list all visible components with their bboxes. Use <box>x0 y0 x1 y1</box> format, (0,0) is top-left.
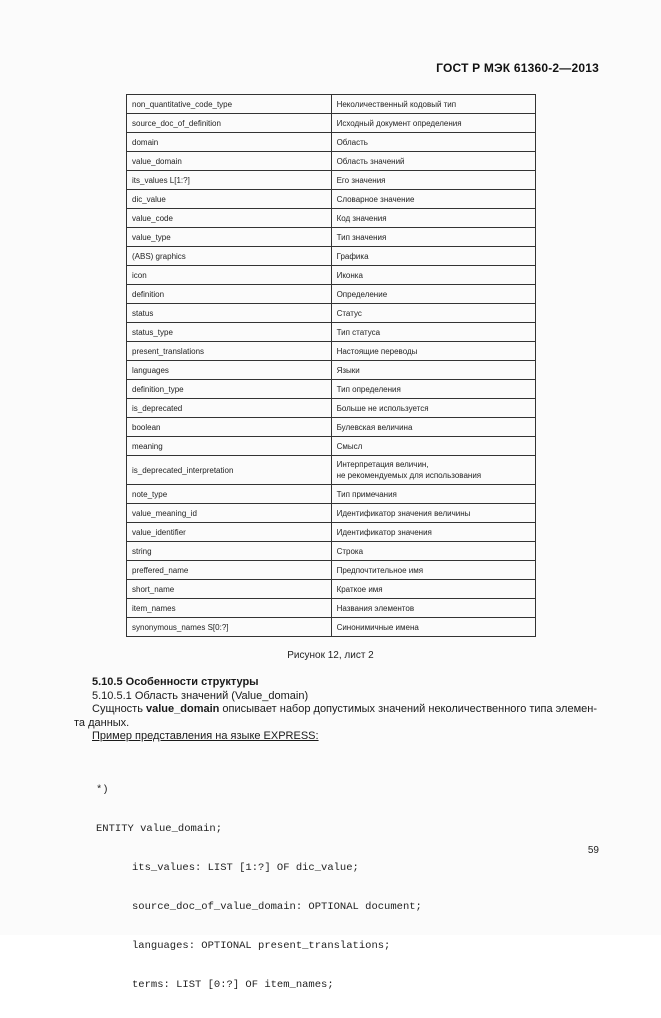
table-row <box>127 190 536 209</box>
term-translation-cell: Тип значения <box>331 228 535 247</box>
table-row <box>127 133 536 152</box>
term-name-cell: non_quantitative_code_type <box>127 95 332 114</box>
term-name-cell: languages <box>127 361 332 380</box>
term-name-cell: status_type <box>127 323 332 342</box>
term-translation-cell: Определение <box>331 285 535 304</box>
term-translation-cell: Его значения <box>331 171 535 190</box>
term-translation-cell: Настоящие переводы <box>331 342 535 361</box>
table-row <box>127 561 536 580</box>
term-name-cell: value_identifier <box>127 523 332 542</box>
term-name-cell: (ABS) graphics <box>127 247 332 266</box>
example-label: Пример представления на языке EXPRESS: <box>92 730 319 742</box>
term-name-cell: note_type <box>127 485 332 504</box>
code-line: ENTITY value_domain; <box>96 823 223 835</box>
term-name-cell: value_type <box>127 228 332 247</box>
code-line: its_values: LIST [1:?] OF dic_value; <box>132 862 359 874</box>
term-name-cell: domain <box>127 133 332 152</box>
figure-caption: Рисунок 12, лист 2 <box>287 650 374 661</box>
term-translation-cell: Словарное значение <box>331 190 535 209</box>
term-name-cell: dic_value <box>127 190 332 209</box>
term-translation-cell: Идентификатор значения <box>331 523 535 542</box>
term-name-cell: preffered_name <box>127 561 332 580</box>
table-row <box>127 323 536 342</box>
table-row <box>127 171 536 190</box>
table-row <box>127 485 536 504</box>
term-translation-cell: Смысл <box>331 437 535 456</box>
section-title: 5.10.5 Особенности структуры <box>92 676 259 688</box>
table-row <box>127 504 536 523</box>
term-name-cell: icon <box>127 266 332 285</box>
table-row <box>127 437 536 456</box>
term-translation-cell: Тип статуса <box>331 323 535 342</box>
table-row <box>127 523 536 542</box>
term-translation-cell: Строка <box>331 542 535 561</box>
table-row <box>127 114 536 133</box>
term-translation-cell: Булевская величина <box>331 418 535 437</box>
term-translation-cell: Исходный документ определения <box>331 114 535 133</box>
description-paragraph <box>74 702 602 730</box>
term-translation-cell: Неколичественный кодовый тип <box>331 95 535 114</box>
term-translation-cell: Тип примечания <box>331 485 535 504</box>
terms-table <box>126 94 536 637</box>
term-translation-cell: Идентификатор значения величины <box>331 504 535 523</box>
term-translation-cell: Иконка <box>331 266 535 285</box>
code-line: source_doc_of_value_domain: OPTIONAL document; <box>132 901 422 913</box>
table-row <box>127 95 536 114</box>
translation-line: Интерпретация величин, <box>336 460 429 469</box>
term-translation-cell: Область значений <box>331 152 535 171</box>
term-translation-cell: Названия элементов <box>331 599 535 618</box>
term-name-cell: meaning <box>127 437 332 456</box>
term-name-cell: is_deprecated <box>127 399 332 418</box>
table-row <box>127 456 536 485</box>
table-row <box>127 361 536 380</box>
table-row <box>127 228 536 247</box>
term-name-cell: definition <box>127 285 332 304</box>
entity-name: value_domain <box>146 703 220 715</box>
table-row <box>127 580 536 599</box>
term-name-cell: boolean <box>127 418 332 437</box>
term-name-cell: string <box>127 542 332 561</box>
term-name-cell: value_domain <box>127 152 332 171</box>
term-translation-cell: Статус <box>331 304 535 323</box>
code-line: terms: LIST [0:?] OF item_names; <box>132 979 334 991</box>
express-code-block <box>96 758 422 1018</box>
table-row <box>127 399 536 418</box>
term-name-cell: source_doc_of_definition <box>127 114 332 133</box>
page-number: 59 <box>587 845 599 856</box>
table-row <box>127 209 536 228</box>
term-translation-cell <box>331 456 535 485</box>
subsection-title: 5.10.5.1 Область значений (Value_domain) <box>92 690 309 702</box>
term-translation-cell: Тип определения <box>331 380 535 399</box>
term-name-cell: its_values L[1:?] <box>127 171 332 190</box>
term-name-cell: value_meaning_id <box>127 504 332 523</box>
term-name-cell: definition_type <box>127 380 332 399</box>
table-row <box>127 247 536 266</box>
translation-line: не рекомендуемых для использования <box>336 471 482 480</box>
term-name-cell: short_name <box>127 580 332 599</box>
term-name-cell: status <box>127 304 332 323</box>
term-translation-cell: Предпочтительное имя <box>331 561 535 580</box>
term-name-cell: present_translations <box>127 342 332 361</box>
term-name-cell: value_code <box>127 209 332 228</box>
table-row <box>127 304 536 323</box>
paragraph-start: Сущность <box>92 703 147 715</box>
term-translation-cell: Краткое имя <box>331 580 535 599</box>
term-translation-cell: Графика <box>331 247 535 266</box>
term-translation-cell: Синонимичные имена <box>331 618 535 637</box>
table-row <box>127 599 536 618</box>
term-translation-cell: Код значения <box>331 209 535 228</box>
term-name-cell: item_names <box>127 599 332 618</box>
terms-table-body <box>127 95 536 637</box>
table-row <box>127 152 536 171</box>
table-row <box>127 618 536 637</box>
table-row <box>127 380 536 399</box>
code-line: *) <box>96 784 109 796</box>
table-row <box>127 266 536 285</box>
paragraph-end: описывает набор допустимых значений неколичественного типа элемен-та данных. <box>74 703 598 729</box>
term-translation-cell: Область <box>331 133 535 152</box>
term-name-cell: synonymous_names S[0:?] <box>127 618 332 637</box>
term-name-cell: is_deprecated_interpretation <box>127 456 332 485</box>
table-row <box>127 342 536 361</box>
standard-header: ГОСТ Р МЭК 61360-2—2013 <box>436 61 599 75</box>
table-row <box>127 542 536 561</box>
table-row <box>127 418 536 437</box>
table-row <box>127 285 536 304</box>
term-translation-cell: Языки <box>331 361 535 380</box>
code-line: languages: OPTIONAL present_translations; <box>132 940 391 952</box>
term-translation-cell: Больше не используется <box>331 399 535 418</box>
